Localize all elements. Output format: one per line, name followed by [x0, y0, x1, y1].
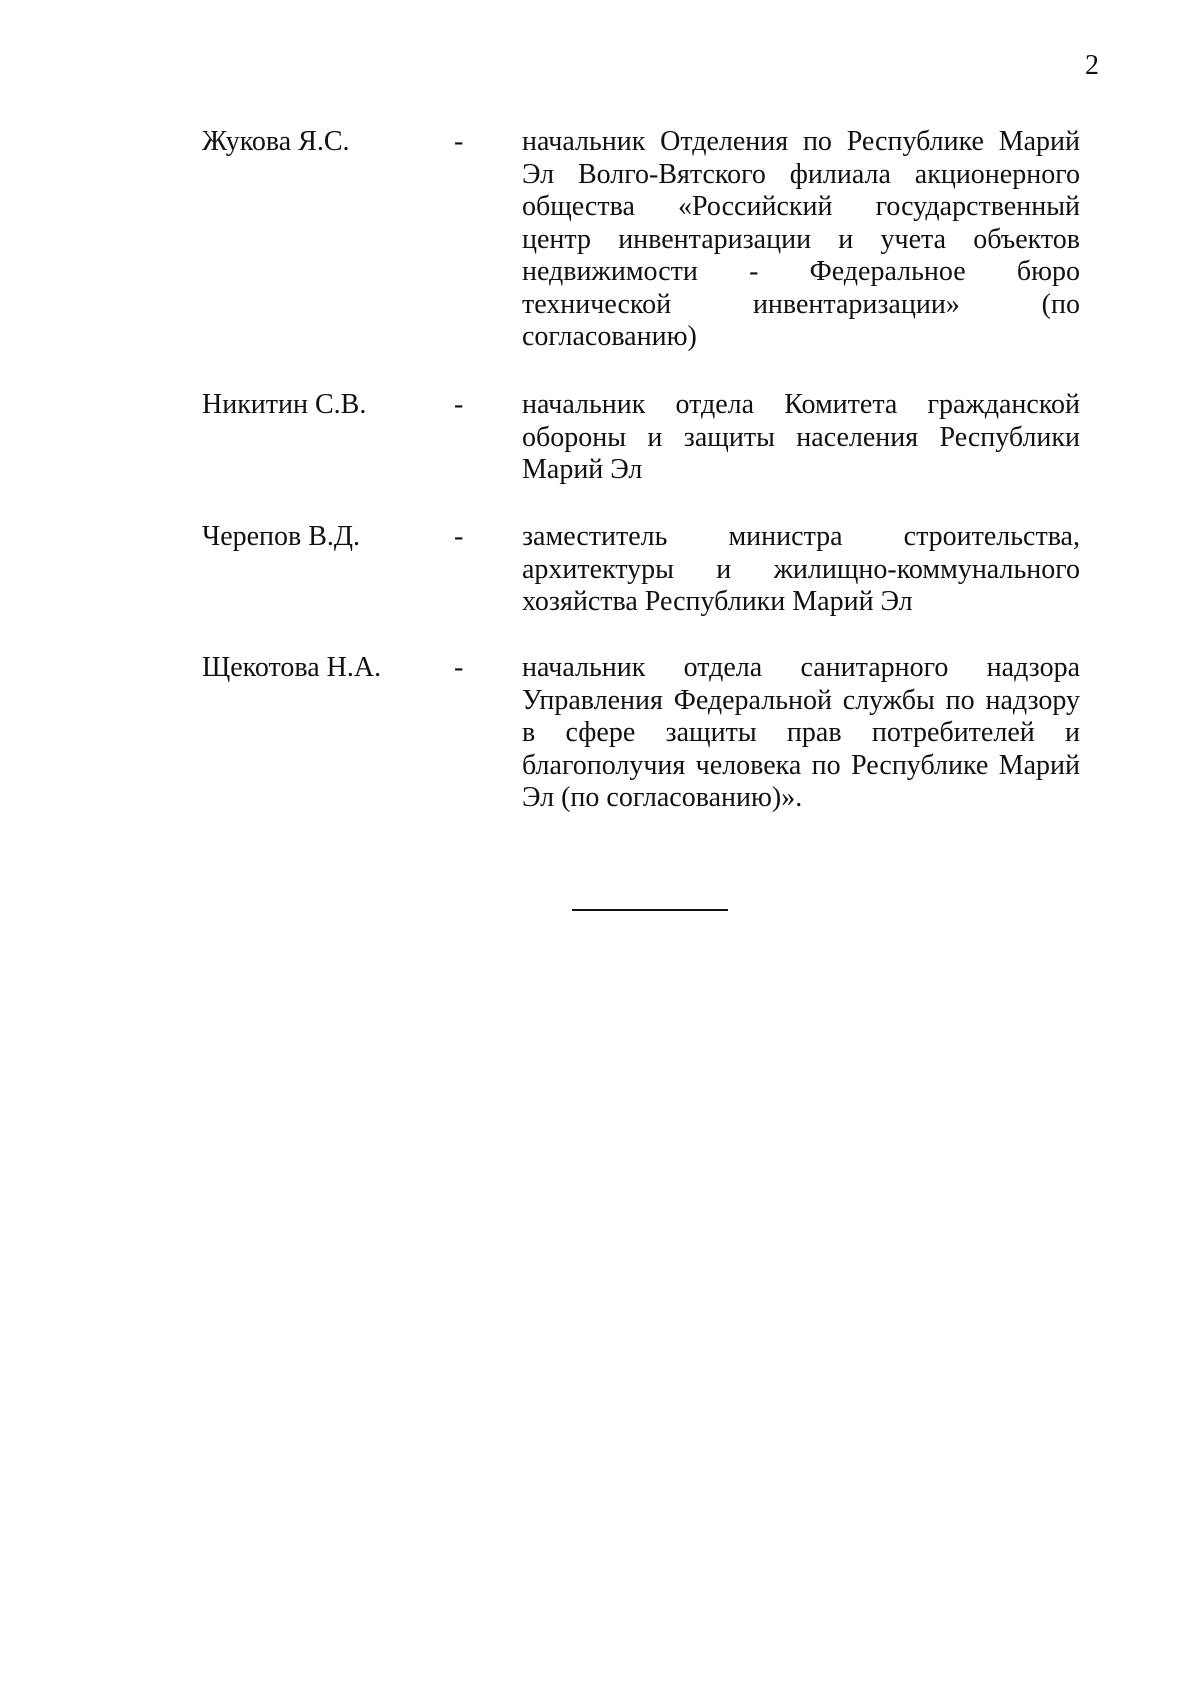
end-divider [572, 909, 728, 911]
member-position: начальник Отделения по Республике Марий Эл Волго-Вятского филиала акционерного общества «Российский государственный центр инвентаризации и учета объектов недвижимости - Федеральное бюро технической инвентаризации» (по согласованию) [522, 126, 1080, 352]
member-name: Никитин С.В. [202, 389, 367, 420]
member-position: начальник отдела Комитета гражданской обороны и защиты населения Республики Марий Эл [522, 389, 1080, 485]
member-dash: - [454, 126, 464, 157]
member-dash: - [454, 521, 464, 552]
member-position: заместитель министра строительства, архитектуры и жилищно-коммунального хозяйства Республики Марий Эл [522, 521, 1080, 617]
member-name: Щекотова Н.А. [202, 652, 382, 683]
member-name: Черепов В.Д. [202, 521, 361, 552]
page-number: 2 [1085, 50, 1099, 81]
member-name: Жукова Я.С. [202, 126, 350, 157]
member-dash: - [454, 652, 464, 683]
member-position: начальник отдела санитарного надзора Управления Федеральной службы по надзору в сфере защиты прав потребителей и благополучия человека по Республике Марий Эл (по согласованию)». [522, 652, 1080, 813]
member-dash: - [454, 389, 464, 420]
